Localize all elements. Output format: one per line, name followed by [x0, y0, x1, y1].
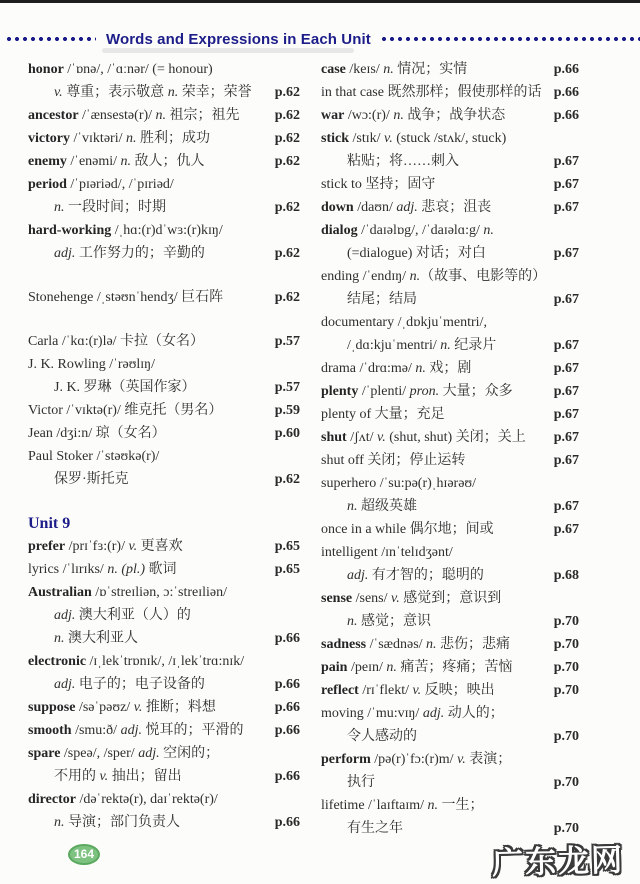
page-ref: p.67	[553, 407, 579, 422]
vocab-line	[321, 748, 579, 771]
page-ref: p.66	[274, 815, 300, 830]
vocab-text: Stonehenge /ˌstəʊnˈhendʒ/ 巨石阵	[28, 290, 224, 305]
vocab-text: prefer /prɪˈfɜ:(r)/ v. 更喜欢	[28, 539, 183, 554]
watermark: 广东龙网	[491, 842, 625, 881]
page-ref: p.66	[274, 723, 300, 738]
vocab-text: Victor /ˈvɪktə(r)/ 维克托（男名）	[28, 403, 223, 418]
vocab-text: case /keɪs/ n. 情况；实情	[321, 62, 468, 77]
vocab-line	[28, 673, 300, 696]
vocab-line	[321, 725, 579, 748]
page-ref: p.62	[274, 246, 300, 261]
vocab-line	[28, 104, 300, 127]
vocab-line	[321, 265, 579, 288]
vocab-line	[321, 242, 579, 265]
vocab-text: war /wɔ:(r)/ n. 战争；战争状态	[321, 108, 506, 123]
vocab-text: director /dəˈrektə(r), daɪˈrektə(r)/	[28, 792, 218, 807]
vocab-text: adj. 有才智的；聪明的	[347, 568, 484, 583]
page-number-badge: 164	[68, 844, 100, 865]
vocab-text: 保罗·斯托克	[54, 472, 129, 487]
vocab-line	[321, 679, 579, 702]
vocab-text: sense /sens/ v. 感觉到；意识到	[321, 591, 502, 606]
page-ref: p.62	[274, 85, 300, 100]
vocab-line	[28, 376, 300, 399]
vocab-line	[321, 81, 579, 104]
vocab-text: plenty of 大量；充足	[321, 407, 445, 422]
vocab-line	[321, 127, 579, 150]
vocab-line	[28, 788, 300, 811]
page-ref: p.67	[553, 384, 579, 399]
page-ref: p.59	[274, 403, 300, 418]
page-ref: p.70	[553, 683, 579, 698]
page-ref: p.62	[274, 200, 300, 215]
vocab-text: 令人感动的	[347, 729, 417, 744]
vocab-text: adj. 工作努力的；辛勤的	[54, 246, 205, 261]
vocab-line	[321, 380, 579, 403]
vocab-text: honor /ˈɒnə/, /ˈɑːnər/ (= honour)	[28, 62, 213, 77]
vocab-line	[321, 656, 579, 679]
vocab-line	[321, 288, 579, 311]
page-ref: p.67	[553, 522, 579, 537]
vocab-line	[321, 357, 579, 380]
vocab-line	[28, 650, 300, 673]
vocab-line	[28, 604, 300, 627]
vocab-text: ending /ˈendɪŋ/ n.（故事、电影等的）	[321, 269, 547, 284]
section-gap	[28, 265, 300, 286]
vocab-text: n. 超级英雄	[347, 499, 417, 514]
page-ref: p.67	[553, 453, 579, 468]
vocab-line	[321, 472, 579, 495]
page-ref: p.66	[553, 108, 579, 123]
vocab-line	[28, 150, 300, 173]
vocab-line	[28, 330, 300, 353]
page-ref: p.66	[274, 677, 300, 692]
vocab-line	[321, 311, 579, 334]
vocab-line	[321, 104, 579, 127]
vocab-line	[28, 286, 300, 309]
vocab-text: (=dialogue) 对话；对白	[347, 246, 486, 261]
vocab-text: J. K. Rowling /ˈrəʊlɪŋ/	[28, 357, 155, 372]
page-ref: p.66	[274, 769, 300, 784]
vocab-line	[321, 702, 579, 725]
page-ref: p.60	[274, 426, 300, 441]
vocab-line	[321, 219, 579, 242]
vocab-line	[321, 334, 579, 357]
vocab-text: Jean /dʒi:n/ 琼（女名）	[28, 426, 166, 441]
vocab-text: adj. 澳大利亚（人）的	[54, 608, 191, 623]
vocab-column-right	[321, 58, 579, 840]
vocab-text: enemy /ˈenəmi/ n. 敌人；仇人	[28, 154, 205, 169]
page-ref: p.66	[553, 85, 579, 100]
vocab-text: dialog /ˈdaɪəlɒg/, /ˈdaɪəlɑ:g/ n.	[321, 223, 494, 238]
vocab-text: in that case 既然那样；假使那样的话	[321, 85, 542, 100]
vocab-text: down /daʊn/ adj. 悲哀；沮丧	[321, 200, 492, 215]
vocab-text: smooth /smu:ð/ adj. 悦耳的；平滑的	[28, 723, 244, 738]
vocab-text: shut off 关闭；停止运转	[321, 453, 466, 468]
vocab-text: lyrics /ˈlɪrɪks/ n. (pl.) 歌词	[28, 562, 177, 577]
vocab-line	[321, 587, 579, 610]
vocab-line	[321, 426, 579, 449]
vocab-text: spare /speə/, /sper/ adj. 空闲的；	[28, 746, 220, 761]
page-ref: p.67	[553, 499, 579, 514]
vocab-line	[321, 173, 579, 196]
section-gap	[28, 491, 300, 512]
page-ref: p.67	[553, 338, 579, 353]
vocab-text: once in a while 偶尔地；间或	[321, 522, 494, 537]
vocab-text: perform /pə(r)ˈfɔ:(r)m/ v. 表演；	[321, 752, 512, 767]
vocab-line	[321, 196, 579, 219]
unit-heading: Unit 9	[28, 515, 71, 532]
vocab-text: electronic /ɪˌlekˈtrɒnɪk/, /ɪˌlekˈtrɑ:nɪk/	[28, 654, 245, 669]
vocab-line	[321, 58, 579, 81]
vocab-text: J. K. 罗琳（英国作家）	[54, 380, 196, 395]
page-title: Words and Expressions in Each Unit	[106, 30, 371, 48]
vocab-text: 不用的 v. 抽出；留出	[54, 769, 182, 784]
vocab-line	[28, 765, 300, 788]
vocab-text: v. 尊重；表示敬意 n. 荣幸；荣誉	[54, 85, 252, 100]
page-ref: p.67	[553, 361, 579, 376]
vocab-line	[321, 771, 579, 794]
page-ref: p.62	[274, 290, 300, 305]
vocab-text: moving /ˈmu:vɪŋ/ adj. 动人的；	[321, 706, 504, 721]
page-ref: p.70	[553, 821, 579, 836]
vocab-text: victory /ˈvɪktəri/ n. 胜利；成功	[28, 131, 210, 146]
vocab-line	[28, 422, 300, 445]
vocab-text: adj. 电子的；电子设备的	[54, 677, 205, 692]
vocab-text: stick /stɪk/ v. (stuck /stʌk/, stuck)	[321, 131, 507, 146]
vocab-line	[321, 564, 579, 587]
vocab-line	[28, 196, 300, 219]
vocab-line	[28, 719, 300, 742]
page-ref: p.66	[274, 700, 300, 715]
vocab-line	[28, 219, 300, 242]
vocab-text: 执行	[347, 775, 375, 790]
vocab-line	[321, 495, 579, 518]
page-ref: p.66	[553, 62, 579, 77]
vocab-line	[321, 794, 579, 817]
vocab-line	[28, 811, 300, 834]
page-ref: p.67	[553, 177, 579, 192]
vocab-text: shut /ʃʌt/ v. (shut, shut) 关闭；关上	[321, 430, 526, 445]
page-ref: p.70	[553, 637, 579, 652]
page-ref: p.62	[274, 472, 300, 487]
page-header	[6, 29, 640, 49]
page-ref: p.65	[274, 539, 300, 554]
vocab-line	[28, 81, 300, 104]
vocab-text: n. 澳大利亚人	[54, 631, 138, 646]
dotted-divider-left	[6, 36, 96, 42]
vocab-text: /ˌdɑ:kjuˈmentri/ n. 纪录片	[347, 338, 497, 353]
vocab-line	[321, 150, 579, 173]
vocab-text: drama /ˈdrɑ:mə/ n. 戏；剧	[321, 361, 472, 376]
vocab-line	[321, 541, 579, 564]
vocab-column-left	[28, 58, 300, 840]
vocab-text: n. 感觉；意识	[347, 614, 431, 629]
vocab-line	[28, 353, 300, 376]
vocab-line	[321, 518, 579, 541]
page-ref: p.68	[553, 568, 579, 583]
page-ref: p.67	[553, 430, 579, 445]
vocab-text: reflect /rɪˈflekt/ v. 反映；映出	[321, 683, 495, 698]
vocab-text: hard-working /ˌhɑ:(r)dˈwɜ:(r)kɪŋ/	[28, 223, 223, 238]
vocab-text: n. 导演；部门负责人	[54, 815, 180, 830]
vocab-text: ancestor /ˈænsestə(r)/ n. 祖宗；祖先	[28, 108, 240, 123]
vocab-line	[28, 581, 300, 604]
vocab-line	[28, 627, 300, 650]
vocab-text: plenty /ˈplenti/ pron. 大量；众多	[321, 384, 513, 399]
top-border	[0, 0, 640, 3]
vocab-text: documentary /ˌdɒkjuˈmentri/,	[321, 315, 487, 330]
vocab-text: sadness /ˈsædnəs/ n. 悲伤；悲痛	[321, 637, 511, 652]
page-ref: p.66	[274, 631, 300, 646]
page-ref: p.70	[553, 775, 579, 790]
vocab-line	[321, 610, 579, 633]
vocab-text: Paul Stoker /ˈstəʊkə(r)/	[28, 449, 160, 464]
page-ref: p.67	[553, 292, 579, 307]
vocab-columns	[28, 58, 579, 840]
page-ref: p.70	[553, 614, 579, 629]
vocab-line	[28, 696, 300, 719]
page-ref: p.62	[274, 154, 300, 169]
vocab-text: superhero /ˈsu:pə(r)ˌhɪərəʊ/	[321, 476, 477, 491]
vocab-text: lifetime /ˈlaɪftaɪm/ n. 一生；	[321, 798, 484, 813]
page-ref: p.57	[274, 380, 300, 395]
page-ref: p.67	[553, 246, 579, 261]
title-shadow-artifact	[102, 48, 354, 53]
vocab-line	[321, 403, 579, 426]
section-gap	[28, 309, 300, 330]
vocab-text: Australian /ɒˈstreɪliən, ɔ:ˈstreɪliən/	[28, 585, 228, 600]
vocab-text: suppose /səˈpəʊz/ v. 推断；料想	[28, 700, 216, 715]
vocab-line	[28, 58, 300, 81]
page-ref: p.70	[553, 660, 579, 675]
vocab-text: 结尾；结局	[347, 292, 417, 307]
vocab-line	[28, 535, 300, 558]
page-ref: p.70	[553, 729, 579, 744]
vocab-line	[28, 127, 300, 150]
vocab-text: 有生之年	[347, 821, 403, 836]
vocab-line	[321, 449, 579, 472]
vocab-line	[28, 399, 300, 422]
vocab-text: pain /peɪn/ n. 痛苦；疼痛；苦恼	[321, 660, 513, 675]
page-ref: p.62	[274, 108, 300, 123]
vocab-line	[28, 173, 300, 196]
page-ref: p.67	[553, 154, 579, 169]
vocab-text: stick to 坚持；固守	[321, 177, 436, 192]
page-ref: p.62	[274, 131, 300, 146]
page-ref: p.57	[274, 334, 300, 349]
vocab-line	[28, 742, 300, 765]
vocab-line	[28, 242, 300, 265]
vocab-line	[28, 468, 300, 491]
page-ref: p.67	[553, 200, 579, 215]
vocab-text: Carla /ˈkɑ:(r)lə/ 卡拉（女名）	[28, 334, 205, 349]
page-ref: p.65	[274, 562, 300, 577]
vocab-text: 粘贴；将……刺入	[347, 154, 459, 169]
vocab-line	[28, 445, 300, 468]
dotted-divider-right	[381, 36, 640, 42]
vocab-text: period /ˈpɪəriəd/, /ˈpɪriəd/	[28, 177, 174, 192]
vocab-text: intelligent /ɪnˈtelɪdʒənt/	[321, 545, 453, 560]
vocab-line	[321, 633, 579, 656]
vocab-line	[28, 558, 300, 581]
vocab-text: n. 一段时间；时期	[54, 200, 166, 215]
